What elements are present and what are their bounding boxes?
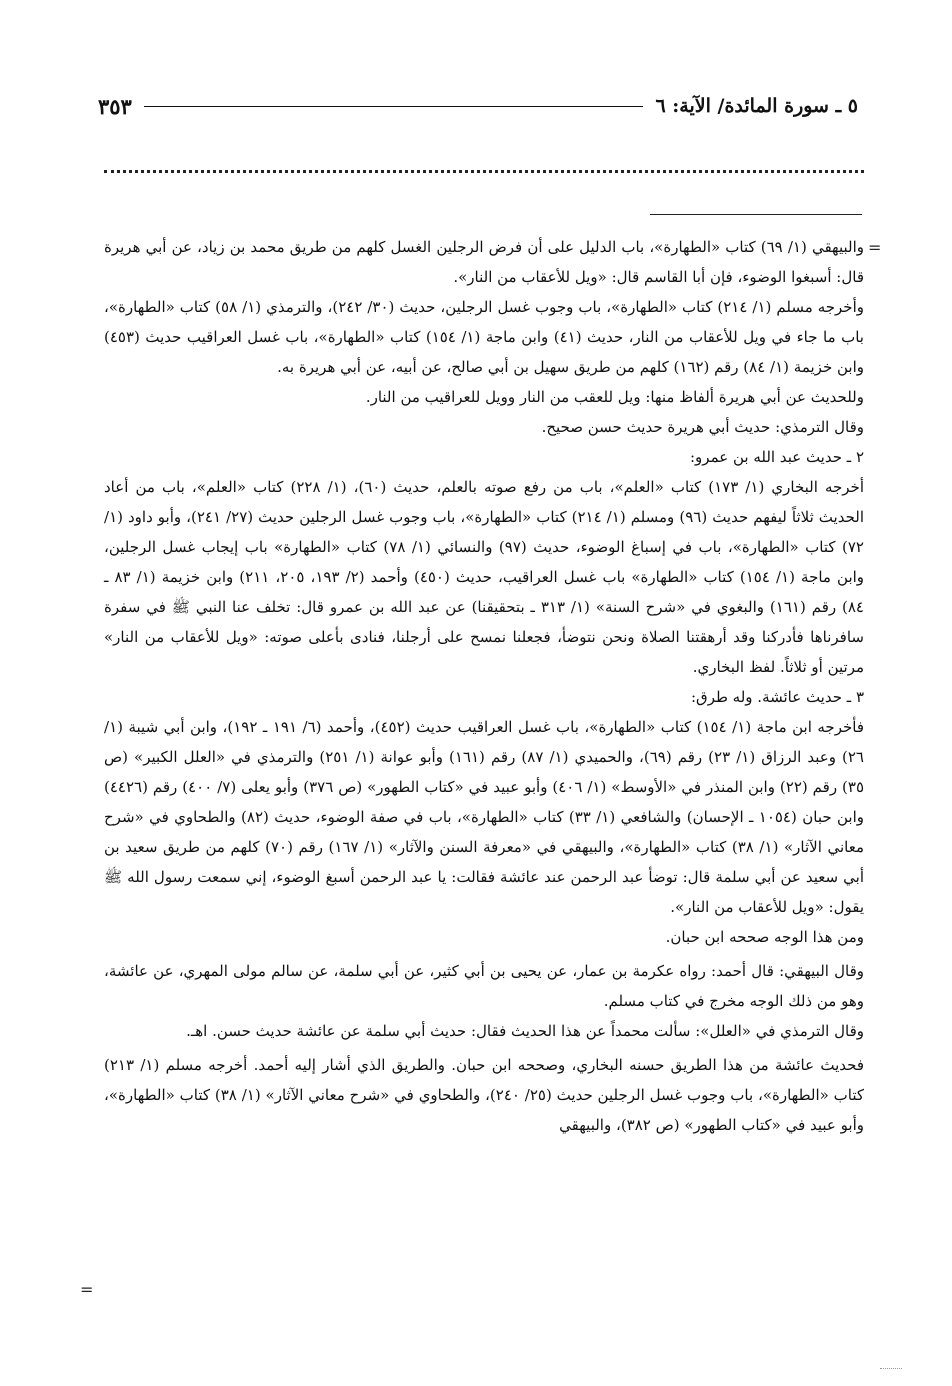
paragraph: أخرجه البخاري (١/ ١٧٣) كتاب «العلم»، باب من رفع صوته بالعلم، حديث (٦٠)، (١/ ٢٢٨) كتاب «العلم»، باب من أعاد الحديث ثلاثاً ليفهم حديث (٩٦) ومسلم (١/ ٢١٤) كتاب «الطهارة»، باب وجوب غسل الرجلين حديث (٢٧/ ٢٤١)، وأبو داود (١/ ٧٢) كتاب «الطهارة»، باب في إسباغ الوضوء، حديث (٩٧) والنسائي (١/ ٧٨) كتاب «الطهارة» باب إيجاب غسل الرجلين، وابن ماجة (١/ ١٥٤) كتاب «الطهارة» باب غسل العراقيب، حديث (٤٥٠) وأحمد (٢/ ١٩٣، ٢٠٥، ٢١١) وابن خزيمة (١/ ٨٣ ـ ٨٤) رقم (١٦١) والبغوي في «شرح السنة» (١/ ٣١٣ ـ بتحقيقنا) عن عبد الله بن عمرو قال: تخلف عنا النبي ﷺ في سفرة سافرناها فأدركنا وقد أرهقتنا الصلاة ونحن نتوضأ، فجعلنا نمسح على أرجلنا، فنادى بأعلى صوته: «ويل للأعقاب من النار» مرتين أو ثلاثاً. لفظ البخاري. [104,478,865,676]
margin-mark [880,1368,902,1369]
section-heading: ٣ ـ حديث عائشة. وله طرق: [691,688,864,706]
section-heading: ٢ ـ حديث عبد الله بن عمرو: [690,448,864,466]
paragraph: ومن هذا الوجه صححه ابن حبان. [665,928,864,946]
page-header [98,90,858,122]
paragraph: فحديث عائشة من هذا الطريق حسنه البخاري، وصححه ابن حبان. والطريق الذي أشار إليه أحمد. أخرجه مسلم (١/ ٢١٣) كتاب «الطهارة»، باب وجوب غسل الرجلين حديث (٢٥/ ٢٤٠)، والطحاوي في «شرح معاني الآثار» (١/ ٣٨) كتاب «الطهارة»، وأبو عبيد في «كتاب الطهور» (ص ٣٨٢)، والبيهقي [104,1056,865,1134]
page-number: ٣٥٣ [98,93,132,119]
paragraph: وأخرجه مسلم (١/ ٢١٤) كتاب «الطهارة»، باب وجوب غسل الرجلين، حديث (٣٠/ ٢٤٢)، والترمذي (١/ ٥٨) كتاب «الطهارة»، باب ما جاء في ويل للأعقاب من النار، حديث (٤١) وابن ماجة (١/ ١٥٤) كتاب «الطهارة»، باب غسل العراقيب حديث (٤٥٣) وابن خزيمة (١/ ٨٤) رقم (١٦٢) كلهم من طريق سهيل بن أبي صالح، عن أبيه، عن أبي هريرة به. [104,298,864,376]
paragraph: وقال الترمذي في «العلل»: سألت محمداً عن هذا الحديث فقال: حديث أبي سلمة عن عائشة حديث حسن. اهـ. [186,1022,864,1040]
paragraph: وللحديث عن أبي هريرة ألفاظ منها: ويل للعقب من النار وويل للعراقيب من النار. [365,388,864,406]
paragraph: وقال الترمذي: حديث أبي هريرة حديث حسن صحيح. [541,418,864,436]
paragraph: وقال البيهقي: قال أحمد: رواه عكرمة بن عمار، عن يحيى بن أبي كثير، عن أبي سلمة، عن سالم مولى المهري، عن عائشة، وهو من ذلك الوجه مخرج في كتاب مسلم. [104,962,864,1010]
running-title: ٥ ـ سورة المائدة/ الآية: ٦ [655,95,858,117]
continuation-mark-top: = [868,238,882,257]
footnote-rule [650,214,862,215]
header-rule [144,106,644,107]
footnote-text [104,232,864,1140]
paragraph: فأخرجه ابن ماجة (١/ ١٥٤) كتاب «الطهارة»، باب غسل العراقيب حديث (٤٥٢)، وأحمد (٦/ ١٩١ ـ ١٩٢)، وابن أبي شيبة (١/ ٢٦) وعبد الرزاق (١/ ٢٣) رقم (٦٩)، والحميدي (١/ ٨٧) رقم (١٦١) وأبو عوانة (١/ ٢٥١) والترمذي في «العلل الكبير» (ص ٣٥) رقم (٢٢) وابن المنذر في «الأوسط» (١/ ٤٠٦) وأبو عبيد في «كتاب الطهور» (ص ٣٧٦) وأبو يعلى (٧/ ٤٠٠) رقم (٤٤٢٦) وابن حبان (١٠٥٤ ـ الإحسان) والشافعي (١/ ٣٣) كتاب «الطهارة»، باب في صفة الوضوء، حديث (٨٢) والطحاوي في «شرح معاني الآثار» (١/ ٣٨) كتاب «الطهارة»، والبيهقي في «معرفة السنن والآثار» (١/ ١٦٧) رقم (٧٠) كلهم من طريق سعيد بن أبي سعيد عن أبي سلمة قال: توضأ عبد الرحمن عند عائشة فقالت: يا عبد الرحمن أسبغ الوضوء، إني سمعت رسول الله ﷺ يقول: «ويل للأعقاب من النار». [104,718,865,916]
dotted-separator [104,170,864,173]
continuation-mark-bottom: = [80,1280,94,1299]
paragraph: والبيهقي (١/ ٦٩) كتاب «الطهارة»، باب الدليل على أن فرض الرجلين الغسل كلهم من طريق محمد بن زياد، عن أبي هريرة قال: أسبغوا الوضوء، فإن أبا القاسم قال: «ويل للأعقاب من النار». [104,238,864,286]
